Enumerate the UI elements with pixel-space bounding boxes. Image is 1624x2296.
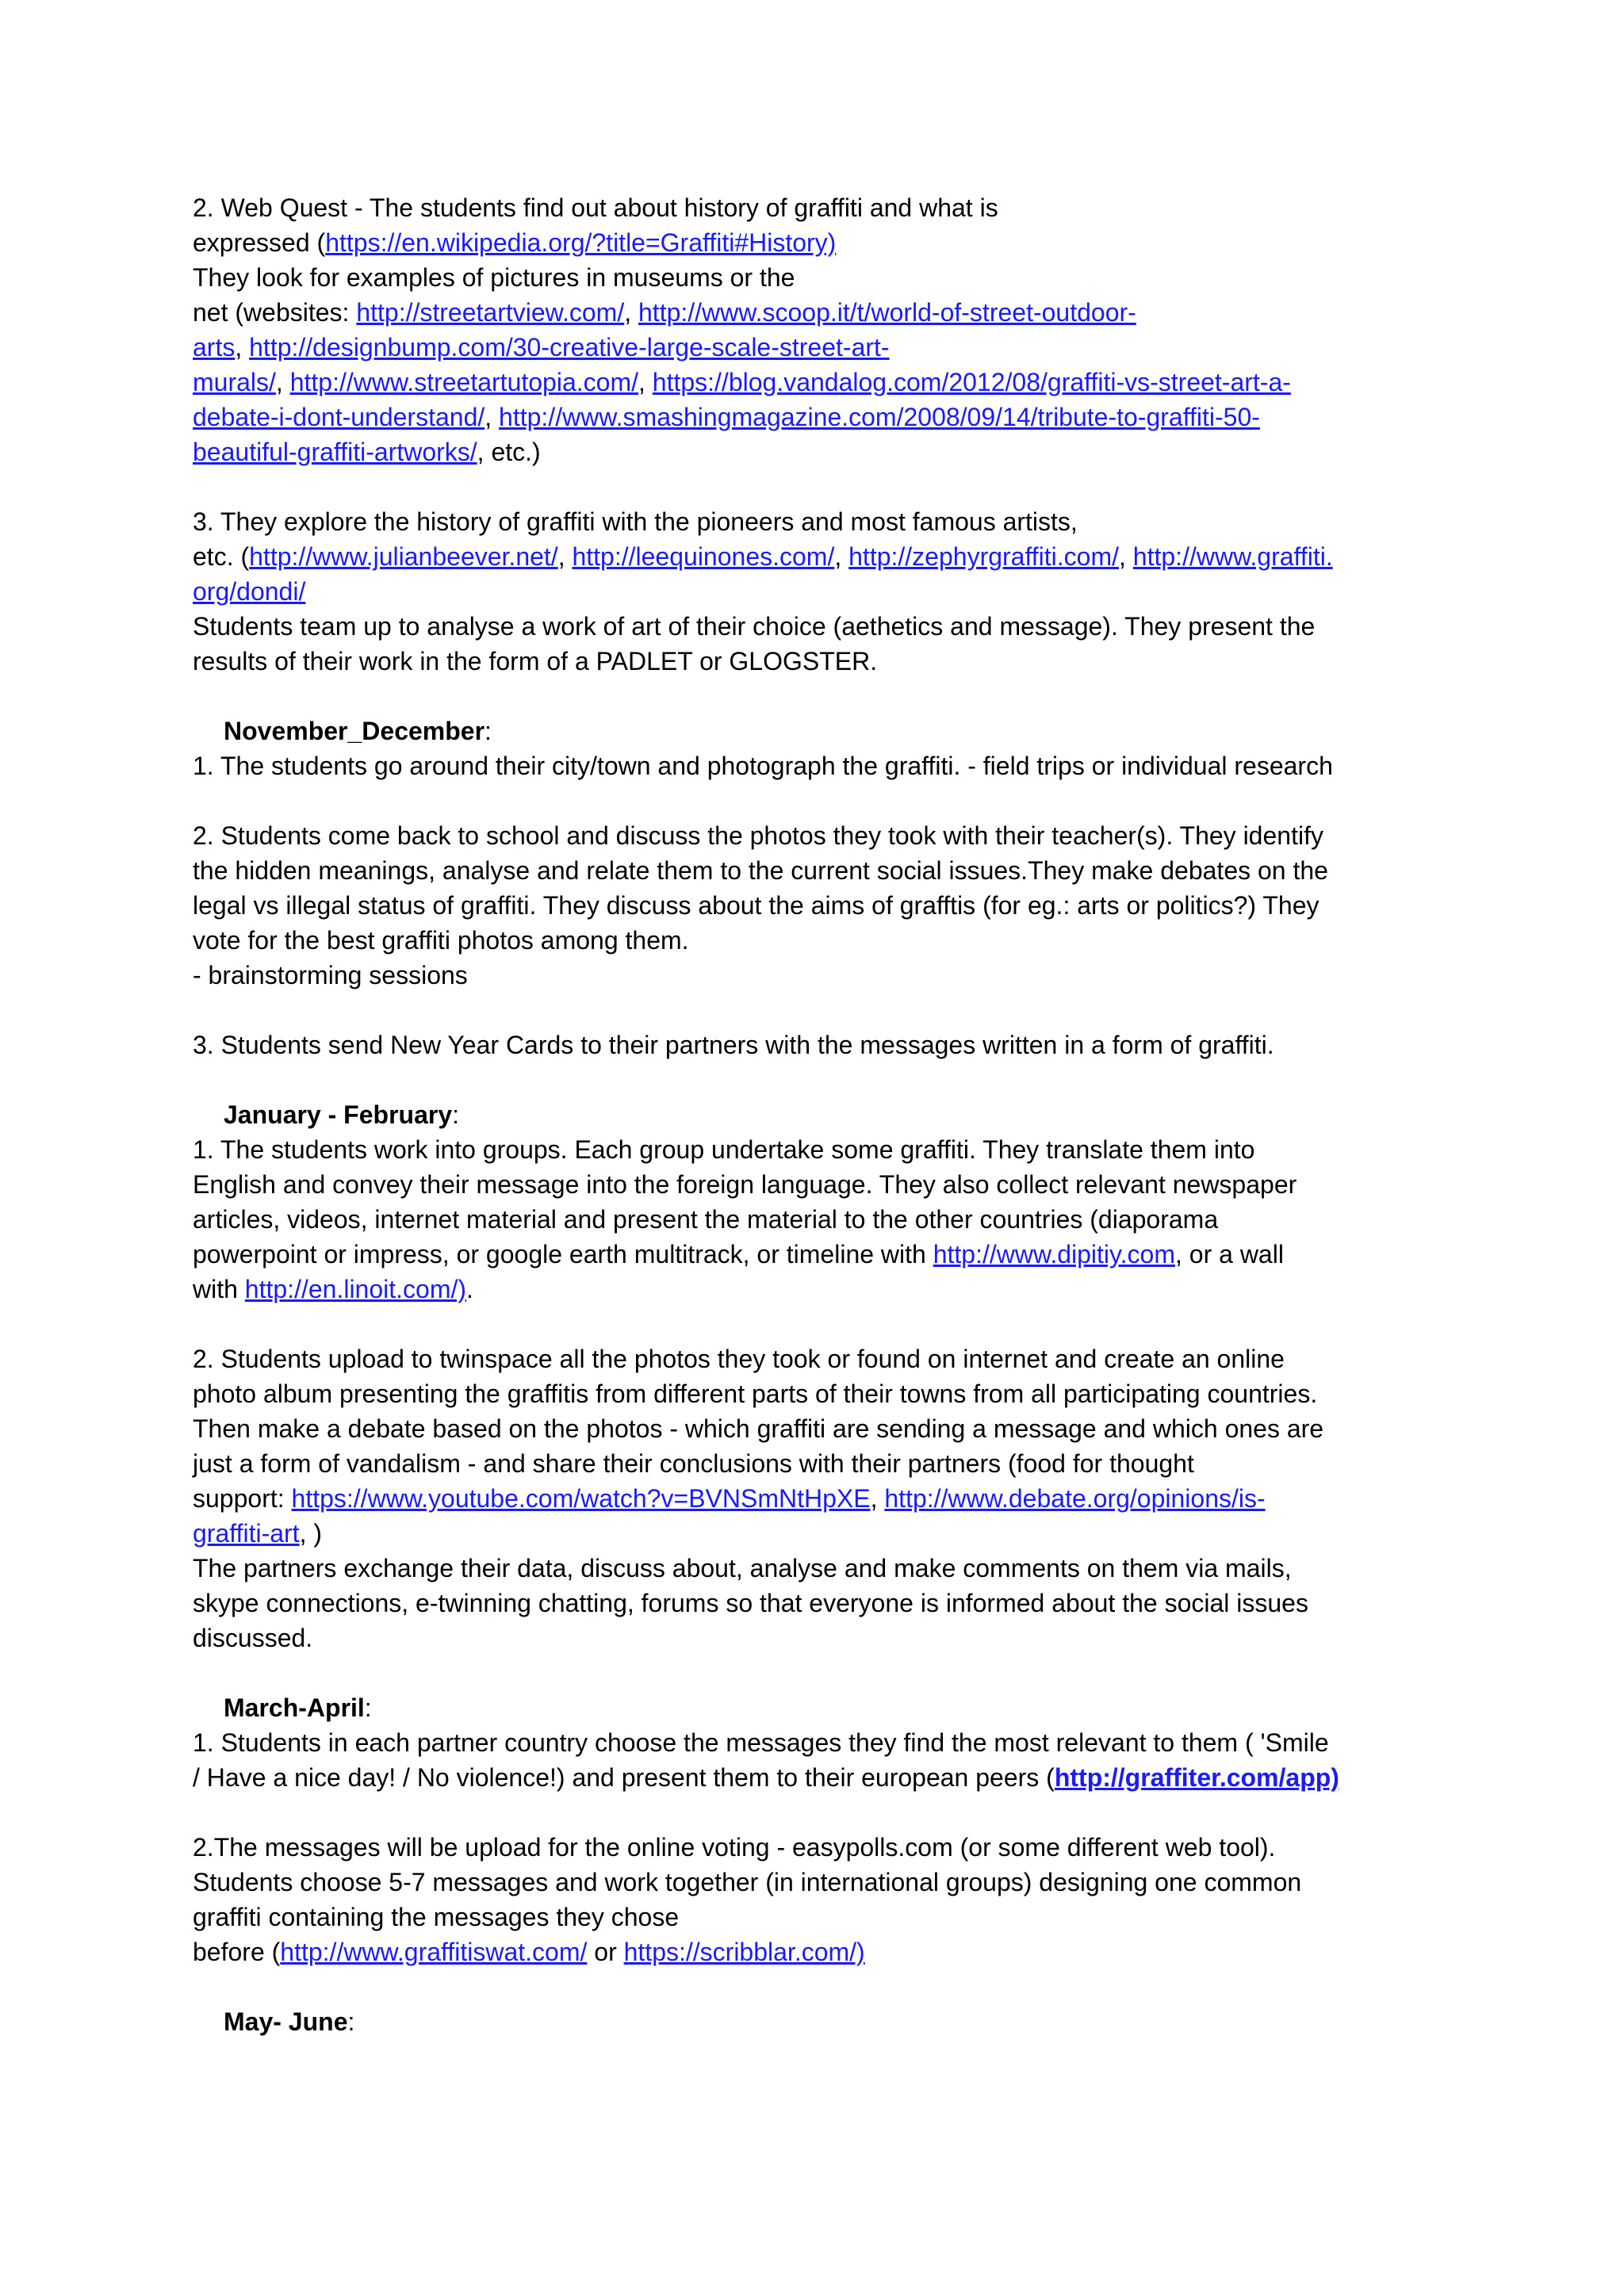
link[interactable]: https://scribblar.com/) xyxy=(623,1938,865,1966)
link[interactable]: http://leequinones.com/ xyxy=(572,542,835,571)
text-line: murals/, http://www.streetartutopia.com/, https://blog.vandalog.com/2012/08/graffiti-vs-street-art-a- xyxy=(193,368,1291,396)
text-line: 1. Students in each partner country choose the messages they find the most relevant to them ( 'Smile xyxy=(193,1728,1329,1757)
text-line: etc. (http://www.julianbeever.net/, http://leequinones.com/, http://zephyrgraffiti.com/, http://www.graffiti. xyxy=(193,542,1333,571)
text-line: 1. The students go around their city/town and photograph the graffiti. - field trips or individual research xyxy=(193,752,1333,780)
document-body xyxy=(193,190,1446,2039)
paragraph-gap xyxy=(193,1062,1446,1097)
link[interactable]: debate-i-dont-understand/ xyxy=(193,403,485,431)
link[interactable]: http://www.scoop.it/t/world-of-street-outdoor- xyxy=(638,298,1136,327)
text-line: articles, videos, internet material and present the material to the other countries (diaporama xyxy=(193,1205,1219,1234)
text-line: with http://en.linoit.com/). xyxy=(193,1275,473,1303)
text-line: 2. Students come back to school and discuss the photos they took with their teacher(s). They identify xyxy=(193,821,1323,850)
text-line: 1. The students work into groups. Each group undertake some graffiti. They translate them into xyxy=(193,1135,1255,1164)
section-heading: May- June: xyxy=(224,2007,355,2036)
text-line: 3. Students send New Year Cards to their partners with the messages written in a form of graffiti. xyxy=(193,1031,1274,1059)
text-line: legal vs illegal status of graffiti. They discuss about the aims of grafftis (for eg.: arts or politics?) They xyxy=(193,891,1320,920)
text-line: Then make a debate based on the photos - which graffiti are sending a message and which ones are xyxy=(193,1414,1324,1443)
text-line: English and convey their message into the foreign language. They also collect relevant newspaper xyxy=(193,1170,1297,1199)
link[interactable]: graffiti-art xyxy=(193,1519,300,1548)
text-line: vote for the best graffiti photos among them. xyxy=(193,926,689,955)
text-line: results of their work in the form of a PADLET or GLOGSTER. xyxy=(193,647,878,675)
text-line: graffiti-art, ) xyxy=(193,1519,322,1548)
text-line: arts, http://designbump.com/30-creative-large-scale-street-art- xyxy=(193,333,890,362)
link[interactable]: http://www.dipitiy.com xyxy=(933,1240,1175,1269)
link[interactable]: https://blog.vandalog.com/2012/08/graffiti-vs-street-art-a- xyxy=(652,368,1291,396)
text-line: just a form of vandalism - and share their conclusions with their partners (food for thought xyxy=(193,1449,1194,1478)
link[interactable]: beautiful-graffiti-artworks/ xyxy=(193,438,477,466)
paragraph-gap xyxy=(193,783,1446,818)
text-line: expressed (https://en.wikipedia.org/?title=Graffiti#History) xyxy=(193,228,837,257)
link[interactable]: https://www.youtube.com/watch?v=BVNSmNtHpXE xyxy=(291,1484,871,1513)
text-line: 2. Students upload to twinspace all the photos they took or found on internet and create an online xyxy=(193,1345,1285,1373)
link[interactable]: murals/ xyxy=(193,368,276,396)
paragraph-gap xyxy=(193,469,1446,504)
link[interactable]: http://zephyrgraffiti.com/ xyxy=(848,542,1120,571)
text-line: debate-i-dont-understand/, http://www.smashingmagazine.com/2008/09/14/tribute-to-graffiti-50- xyxy=(193,403,1260,431)
paragraph-gap xyxy=(193,679,1446,714)
text-line: photo album presenting the graffitis from different parts of their towns from all participating countries. xyxy=(193,1380,1318,1408)
paragraph-gap xyxy=(193,1969,1446,2004)
link[interactable]: http://www.graffitiswat.com/ xyxy=(280,1938,588,1966)
text-line: They look for examples of pictures in museums or the xyxy=(193,263,795,292)
link[interactable]: http://streetartview.com/ xyxy=(356,298,625,327)
text-line: the hidden meanings, analyse and relate them to the current social issues.They make debates on the xyxy=(193,856,1328,885)
text-line xyxy=(193,574,1446,609)
text-line: / Have a nice day! / No violence!) and present them to their european peers (http://graffiter.com/app) xyxy=(193,1763,1339,1792)
section-heading: March-April: xyxy=(224,1693,372,1722)
link[interactable]: http://en.linoit.com/) xyxy=(244,1275,467,1303)
text-line: discussed. xyxy=(193,1624,313,1652)
text-line: Students team up to analyse a work of art of their choice (aethetics and message). They present the xyxy=(193,612,1316,641)
text-line: before (http://www.graffitiswat.com/ or https://scribblar.com/) xyxy=(193,1938,865,1966)
paragraph-gap xyxy=(193,1795,1446,1830)
paragraph-gap xyxy=(193,1655,1446,1690)
link[interactable]: arts xyxy=(193,333,236,362)
link[interactable]: https://en.wikipedia.org/?title=Graffiti#History) xyxy=(325,228,837,257)
text-line: graffiti containing the messages they chose xyxy=(193,1903,680,1931)
paragraph-gap xyxy=(193,1307,1446,1341)
text-line: support: https://www.youtube.com/watch?v=BVNSmNtHpXE, http://www.debate.org/opinions/is- xyxy=(193,1484,1266,1513)
section-heading: January - February: xyxy=(224,1100,459,1129)
link[interactable]: http://www.julianbeever.net/ xyxy=(249,542,558,571)
text-line: The partners exchange their data, discuss about, analyse and make comments on them via mails, xyxy=(193,1554,1292,1582)
link[interactable]: http://www.smashingmagazine.com/2008/09/14/tribute-to-graffiti-50- xyxy=(499,403,1260,431)
text-line: powerpoint or impress, or google earth multitrack, or timeline with http://www.dipitiy.com, or a wall xyxy=(193,1240,1284,1269)
link[interactable]: org/dondi/ xyxy=(193,577,306,606)
text-line: net (websites: http://streetartview.com/, http://www.scoop.it/t/world-of-street-outdoor- xyxy=(193,298,1136,327)
text-line: 2.The messages will be upload for the online voting - easypolls.com (or some different web tool). xyxy=(193,1833,1276,1862)
text-line: - brainstorming sessions xyxy=(193,961,468,989)
text-line: Students choose 5-7 messages and work together (in international groups) designing one common xyxy=(193,1868,1302,1896)
text-line: beautiful-graffiti-artworks/, etc.) xyxy=(193,438,541,466)
link[interactable]: http://www.streetartutopia.com/ xyxy=(289,368,638,396)
link[interactable]: http://www.graffiti. xyxy=(1132,542,1333,571)
link[interactable]: http://www.debate.org/opinions/is- xyxy=(884,1484,1266,1513)
section-heading: November_December: xyxy=(224,717,492,745)
paragraph-gap xyxy=(193,993,1446,1027)
link[interactable]: http://designbump.com/30-creative-large-scale-street-art- xyxy=(249,333,890,362)
text-line: 3. They explore the history of graffiti with the pioneers and most famous artists, xyxy=(193,507,1078,536)
link[interactable]: http://graffiter.com/app) xyxy=(1054,1763,1339,1792)
text-line: skype connections, e-twinning chatting, forums so that everyone is informed about the social issues xyxy=(193,1589,1308,1617)
text-line: 2. Web Quest - The students find out about history of graffiti and what is xyxy=(193,193,998,222)
